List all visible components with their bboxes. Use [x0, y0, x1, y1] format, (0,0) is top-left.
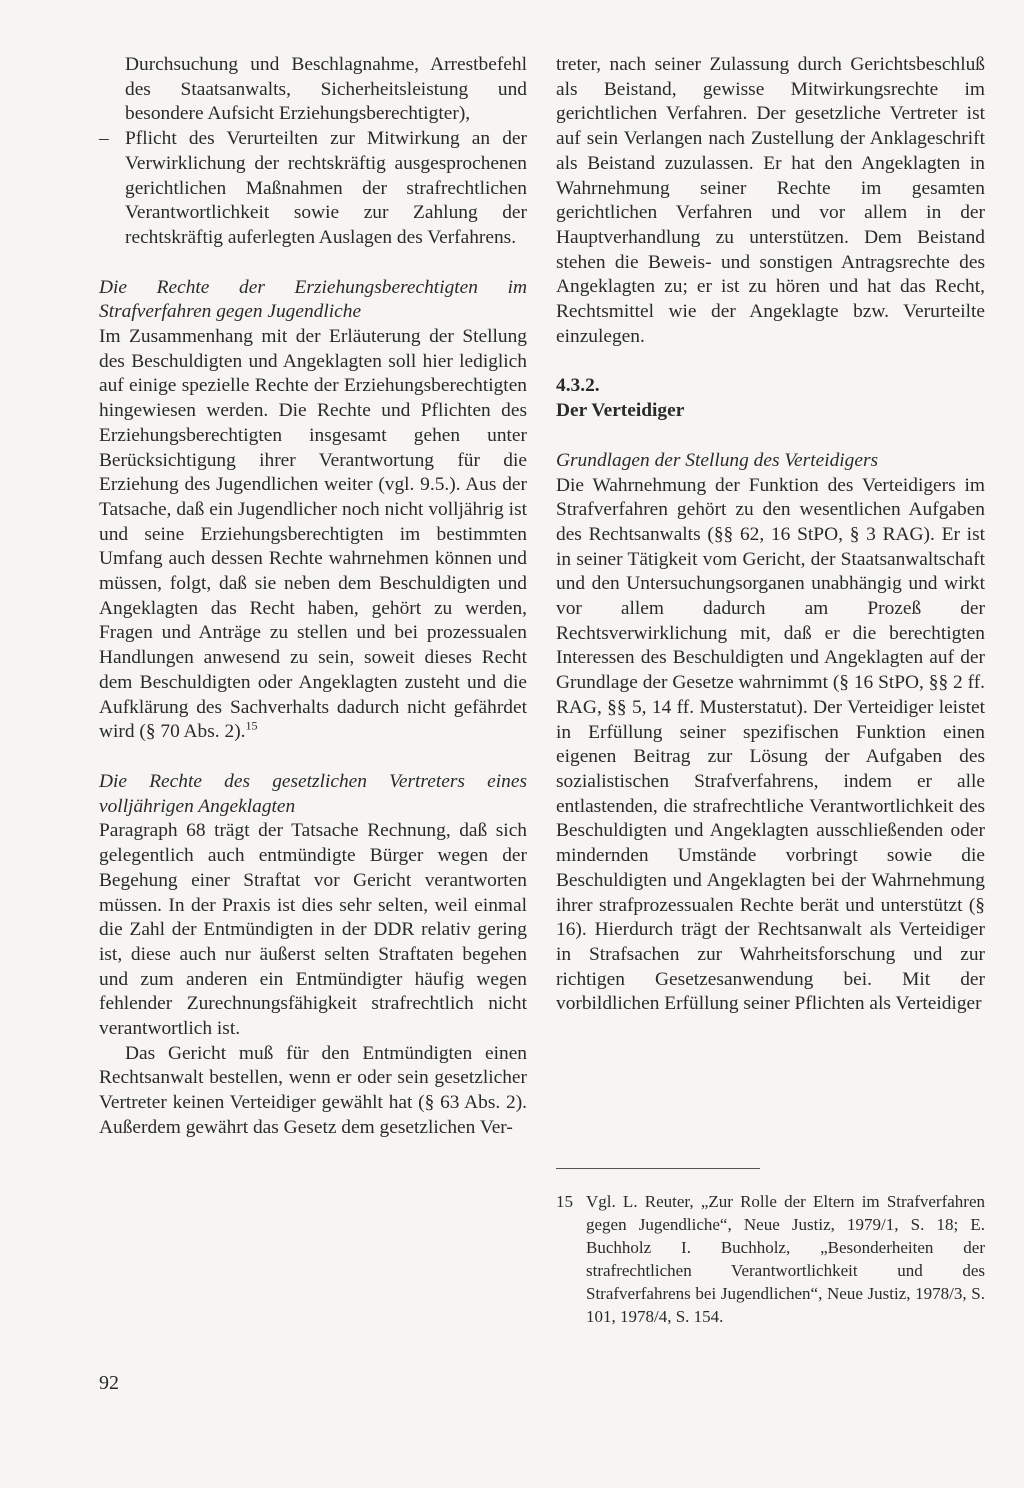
section-paragraph: Das Gericht muß für den Entmündigten einen Rechtsanwalt bestellen, wenn er oder sein gesetzlicher Vertreter keinen Verteidiger gewählt hat (§ 63 Abs. 2). Außerdem gewährt das Gesetz dem gesetzlichen Ver- — [99, 1042, 527, 1138]
section-heading-gesetzlicher-vertreter: Die Rechte des gesetzlichen Vertreters eines volljährigen Angeklagten — [99, 770, 527, 817]
continued-paragraph: treter, nach seiner Zulassung durch Gerichtsbeschluß als Beistand, gewisse Mitwirkungsrechte im gerichtlichen Verfahren. Der gesetzliche Vertreter ist auf sein Verlangen nach Zustellung der Anklageschrift als Beistand zuzulassen. Er hat den Angeklagten in Wahrnehmung seiner Rechte im gesamten gerichtlichen Verfahren und vor allem in der Hauptverhandlung zu unterstützen. Dem Beistand stehen die Beweis- und sonstigen Antragsrechte des Angeklagten zu; er ist zu hören und hat das Recht, Rechtsmittel wie der Angeklagte bzw. Verurteilte einzulegen. — [556, 54, 985, 347]
list-item — [99, 127, 527, 251]
page-number: 92 — [99, 1372, 119, 1394]
section-number: 4.3.2. — [556, 375, 600, 397]
list-dash: – — [99, 128, 109, 150]
subsection-heading: Grundlagen der Stellung des Verteidigers — [556, 449, 879, 471]
section-heading-erziehungsberechtigte: Die Rechte der Erziehungsberechtigten im Strafverfahren gegen Jugendliche — [99, 276, 527, 323]
section-paragraph: Die Wahrnehmung der Funktion des Verteidigers im Strafverfahren gehört zu den wesentlichen Aufgaben des Rechtsanwalts (§§ 62, 16 StPO, § 3 RAG). Er ist in seiner Tätigkeit vom Gericht, der Staatsanwaltschaft und den Untersuchungsorganen unabhängig und wirkt vor allem dadurch am Prozeß der Rechtsverwirklichung mit, daß er die berechtigten Interessen des Beschuldigten und Angeklagten auf der Grundlage der Gesetze wahrnimmt (§ 16 StPO, §§ 2 ff. RAG, §§ 5, 14 ff. Musterstatut). Der Verteidiger leistet in Erfüllung seiner spezifischen Funktion einen eigenen Beitrag zur Lösung der Aufgaben des sozialistischen Strafverfahrens, indem er alle entlastenden, die strafrechtliche Verantwortlichkeit des Beschuldigten und Angeklagten ausschließenden oder mindernden Umstände vorbringt sowie die Beschuldigten und Angeklagten bei der Wahrnehmung ihrer strafprozessualen Rechte berät und unterstützt (§ 16). Hierdurch trägt der Rechtsanwalt als Verteidiger in Strafsachen zur Wahrheitsforschung und zur richtigen Gesetzesanwendung bei. Mit der vorbildlichen Erfüllung seiner Pflichten als Verteidiger — [556, 474, 985, 1015]
right-column — [556, 53, 985, 1017]
left-column — [99, 53, 527, 1141]
footnote-divider — [556, 1168, 760, 1169]
section-paragraph — [99, 325, 527, 745]
footnote — [556, 1190, 985, 1328]
paragraph-text: Im Zusammenhang mit der Erläuterung der Stellung des Beschuldigten und Angeklagten soll hier lediglich auf einige spezielle Rechte der Erziehungsberechtigten hingewiesen werden. Die Rechte und Pflichten des Erziehungsberechtigten insgesamt gehen unter Berücksichtigung ihrer Verantwortung für die Erziehung des Jugendlichen weiter (vgl. 9.5.). Aus der Tatsache, daß ein Jugendlicher noch nicht volljährig ist und seine Erziehungsberechtigten im bestimmten Umfang auch dessen Rechte wahrnehmen können und müssen, folgt, daß sie neben dem Beschuldigten und Angeklagten das Recht haben, gehört zu werden, Fragen und Anträge zu stellen und bei prozessualen Handlungen anwesend zu sein, soweit dieses Recht dem Beschuldigten oder Angeklagten zusteht und die Aufklärung des Sachverhalts dadurch nicht gefährdet wird (§ 70 Abs. 2). — [99, 326, 527, 743]
section-paragraph: Paragraph 68 trägt der Tatsache Rechnung, daß sich gelegentlich auch entmündigte Bürger wegen der Begehung einer Straftat vor Gericht verantworten müssen. In der Praxis ist dies sehr selten, weil einmal die Zahl der Entmündigten in der DDR relativ gering ist, diese auch nur äußerst selten Straftaten begehen und zum anderen ein Entmündigter häufig wegen fehlender Zurechnungsfähigkeit strafrechtlich nicht verantwortlich ist. — [99, 820, 527, 1040]
footnote-reference: 15 — [245, 718, 258, 733]
footnote-number: 15 — [556, 1192, 573, 1211]
continued-list-item: Durchsuchung und Beschlagnahme, Arrestbefehl des Staatsanwalts, Sicherheitsleistung und besondere Aufsicht Erziehungsberechtigter), — [125, 54, 527, 125]
footnote-text: Vgl. L. Reuter, „Zur Rolle der Eltern im Strafverfahren gegen Jugendliche“, Neue Justiz, 1979/1, S. 18; E. Buchholz I. Buchholz, „Besonderheiten der strafrechtlichen Verantwortlichkeit und des Strafverfahrens bei Jugendlichen“, Neue Justiz, 1978/3, S. 101, 1978/4, S. 154. — [586, 1192, 985, 1326]
footnotes — [556, 1190, 985, 1328]
list-item-text: Pflicht des Verurteilten zur Mitwirkung an der Verwirklichung der rechtskräftig ausgesprochenen gerichtlichen Maßnahmen der strafrechtlichen Verantwortlichkeit sowie zur Zahlung der rechtskräftig auferlegten Auslagen des Verfahrens. — [125, 128, 527, 248]
section-title: Der Verteidiger — [556, 400, 685, 422]
